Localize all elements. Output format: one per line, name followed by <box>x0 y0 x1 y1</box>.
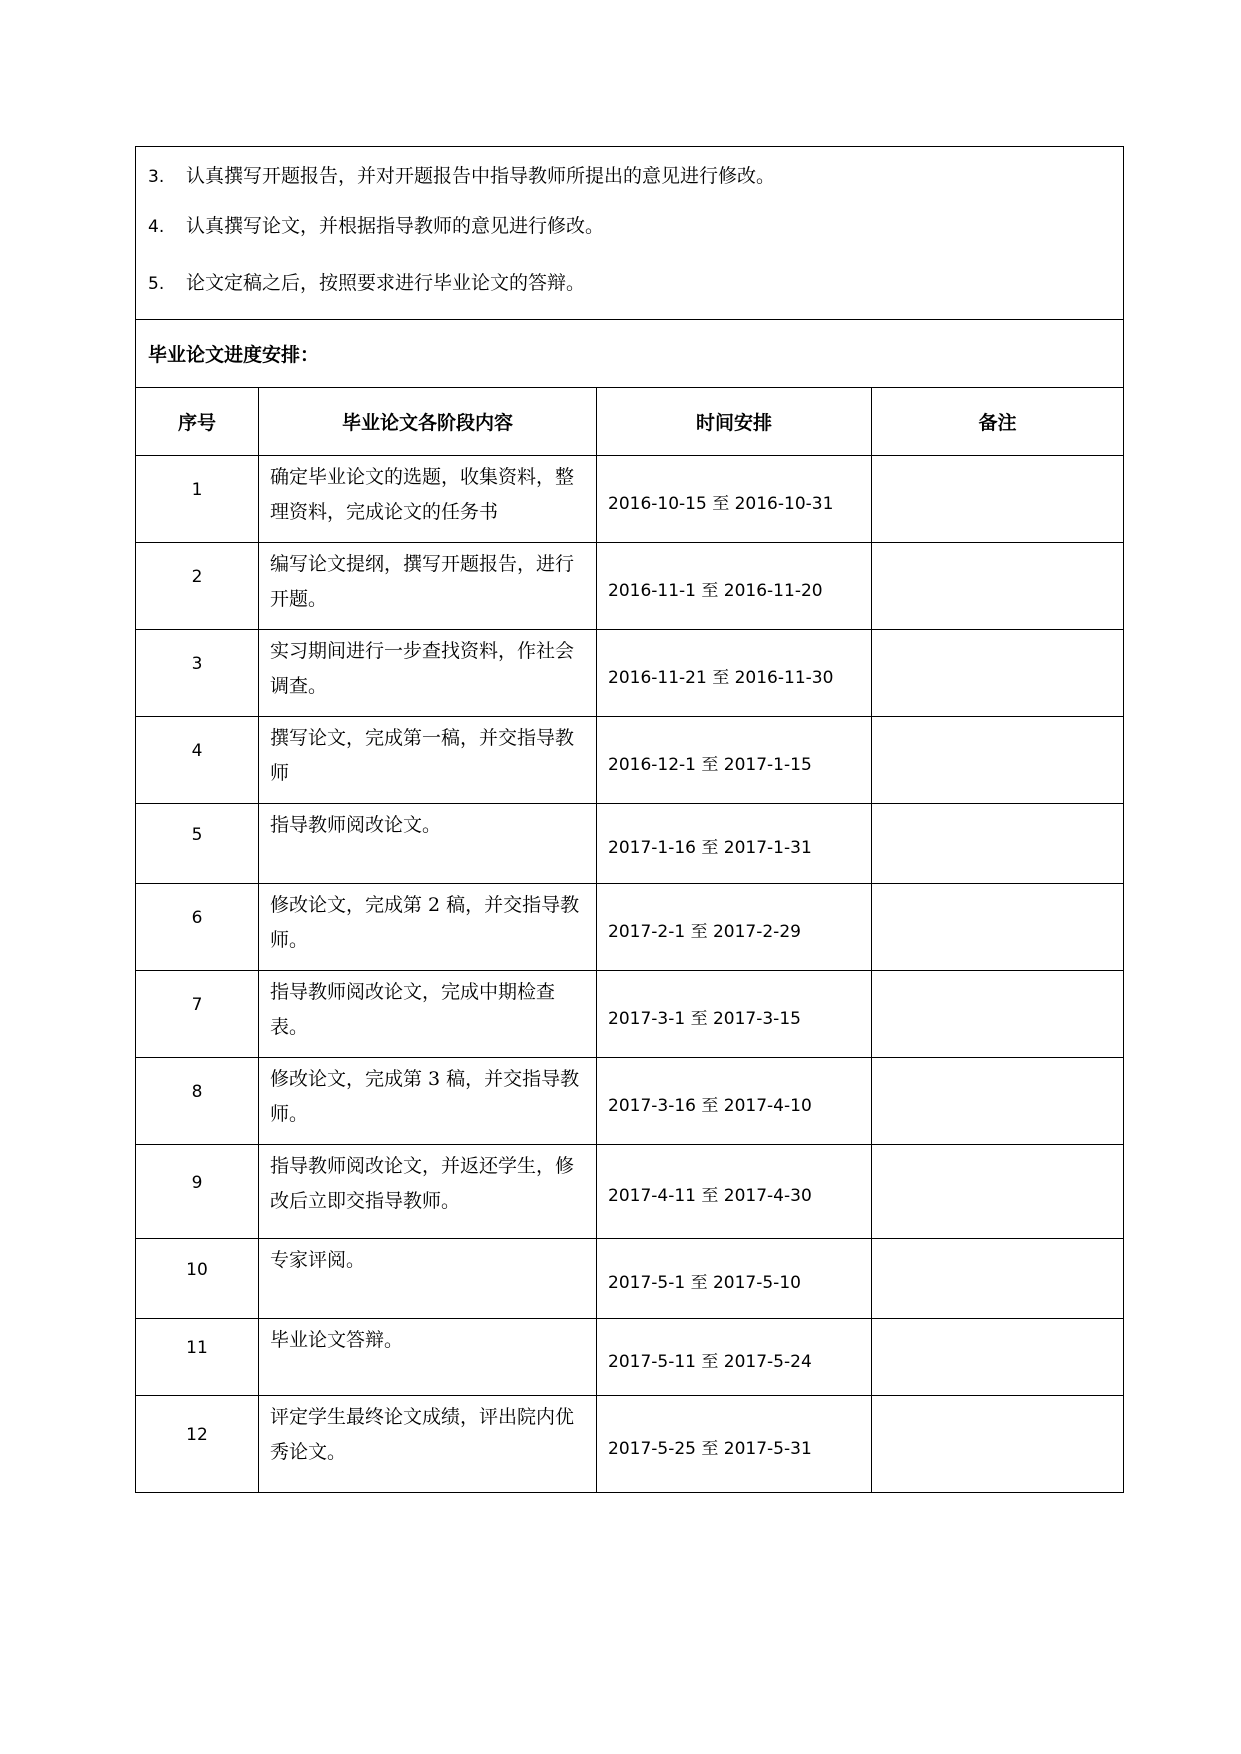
table-row <box>136 804 1124 884</box>
row-content-text: 专家评阅。 <box>270 1249 366 1271</box>
row-time-text: 2017-2-1 至 2017-2-29 <box>608 921 801 942</box>
row-content <box>259 1058 597 1145</box>
row-content <box>259 543 597 630</box>
row-content <box>259 1396 597 1493</box>
row-index <box>136 456 259 543</box>
row-note <box>872 971 1124 1058</box>
row-note <box>872 884 1124 971</box>
row-time <box>597 1396 872 1493</box>
row-time <box>597 884 872 971</box>
row-note <box>872 1058 1124 1145</box>
row-content-text: 指导教师阅改论文，完成中期检查表。 <box>270 981 556 1038</box>
row-index-text: 6 <box>191 908 203 928</box>
table-row <box>136 630 1124 717</box>
row-note <box>872 1239 1124 1319</box>
row-time <box>597 456 872 543</box>
row-content-text: 实习期间进行一步查找资料，作社会调查。 <box>270 640 575 697</box>
requirement-item <box>148 198 1123 255</box>
table-row <box>136 1058 1124 1145</box>
row-time-text: 2017-5-1 至 2017-5-10 <box>608 1273 801 1293</box>
row-index <box>136 543 259 630</box>
requirement-number: 5. <box>148 274 165 294</box>
table-row <box>136 1396 1124 1493</box>
row-index <box>136 1145 259 1239</box>
row-content <box>259 1239 597 1319</box>
row-index-text: 9 <box>191 1172 203 1193</box>
requirement-item <box>148 255 1123 312</box>
row-time-text: 2017-3-1 至 2017-3-15 <box>608 1008 801 1029</box>
row-note <box>872 630 1124 717</box>
table-row <box>136 1239 1124 1319</box>
row-content-text: 指导教师阅改论文。 <box>270 814 442 836</box>
row-content-text: 指导教师阅改论文，并返还学生，修改后立即交指导教师。 <box>270 1155 575 1212</box>
requirement-item <box>148 154 1123 198</box>
row-index <box>136 971 259 1058</box>
row-time-text: 2016-12-1 至 2017-1-15 <box>608 754 812 775</box>
row-index <box>136 1239 259 1319</box>
row-content <box>259 1145 597 1239</box>
row-content-text: 评定学生最终论文成绩，评出院内优秀论文。 <box>270 1406 575 1463</box>
row-note <box>872 1145 1124 1239</box>
row-note <box>872 717 1124 804</box>
row-content-text: 修改论文，完成第 2 稿，并交指导教师。 <box>270 894 580 951</box>
row-time <box>597 717 872 804</box>
row-index <box>136 1058 259 1145</box>
row-content <box>259 804 597 884</box>
header-note: 备注 <box>872 388 1124 456</box>
requirement-text: 论文定稿之后，按照要求进行毕业论文的答辩。 <box>186 272 586 294</box>
requirement-number: 3. <box>148 167 165 187</box>
header-time: 时间安排 <box>597 388 872 456</box>
row-index-text: 7 <box>191 995 203 1015</box>
row-index-text: 1 <box>191 480 203 500</box>
row-time <box>597 543 872 630</box>
row-index <box>136 717 259 804</box>
row-time-text: 2017-4-11 至 2017-4-30 <box>608 1186 812 1206</box>
row-note <box>872 543 1124 630</box>
row-time <box>597 1239 872 1319</box>
row-time <box>597 1319 872 1396</box>
row-content <box>259 971 597 1058</box>
row-content-text: 确定毕业论文的选题，收集资料，整理资料，完成论文的任务书 <box>270 466 575 523</box>
table-row <box>136 456 1124 543</box>
row-index-text: 10 <box>186 1259 208 1280</box>
row-time-text: 2016-10-15 至 2016-10-31 <box>608 493 834 514</box>
row-index <box>136 630 259 717</box>
row-content <box>259 884 597 971</box>
row-content <box>259 717 597 804</box>
table-row <box>136 717 1124 804</box>
row-index <box>136 1396 259 1493</box>
row-time <box>597 971 872 1058</box>
row-note <box>872 804 1124 884</box>
row-time-text: 2017-5-11 至 2017-5-24 <box>608 1351 812 1372</box>
requirements-row <box>136 147 1124 320</box>
row-index-text: 11 <box>186 1338 208 1358</box>
row-time-text: 2016-11-21 至 2016-11-30 <box>608 667 834 688</box>
row-note <box>872 1396 1124 1493</box>
row-index-text: 2 <box>191 567 203 587</box>
row-content-text: 撰写论文，完成第一稿，并交指导教师 <box>270 727 575 784</box>
table-row <box>136 971 1124 1058</box>
row-content-text: 修改论文，完成第 3 稿，并交指导教师。 <box>270 1068 580 1125</box>
row-time <box>597 630 872 717</box>
row-time <box>597 1058 872 1145</box>
row-index <box>136 884 259 971</box>
table-row <box>136 1145 1124 1239</box>
requirement-text: 认真撰写论文，并根据指导教师的意见进行修改。 <box>186 215 605 237</box>
row-time-text: 2016-11-1 至 2016-11-20 <box>608 580 823 601</box>
row-content-text: 编写论文提纲，撰写开题报告，进行开题。 <box>270 553 575 610</box>
requirement-number: 4. <box>148 217 165 237</box>
row-index-text: 4 <box>191 741 203 761</box>
table-row <box>136 543 1124 630</box>
requirements-cell <box>136 147 1124 320</box>
row-content <box>259 1319 597 1396</box>
row-time-text: 2017-5-25 至 2017-5-31 <box>608 1438 812 1459</box>
table-header-row <box>136 388 1124 456</box>
row-time <box>597 1145 872 1239</box>
row-content <box>259 630 597 717</box>
thesis-schedule-table <box>135 146 1124 1493</box>
row-content-text: 毕业论文答辩。 <box>270 1329 404 1351</box>
row-index-text: 3 <box>191 654 203 674</box>
row-index <box>136 1319 259 1396</box>
row-time-text: 2017-3-16 至 2017-4-10 <box>608 1095 812 1116</box>
row-index-text: 5 <box>191 824 203 845</box>
table-row <box>136 884 1124 971</box>
row-note <box>872 456 1124 543</box>
row-index <box>136 804 259 884</box>
header-index: 序号 <box>136 388 259 456</box>
schedule-title: 毕业论文进度安排： <box>136 320 1124 388</box>
row-content <box>259 456 597 543</box>
row-index-text: 12 <box>186 1425 208 1445</box>
row-time-text: 2017-1-16 至 2017-1-31 <box>608 838 812 858</box>
table-row <box>136 1319 1124 1396</box>
requirement-text: 认真撰写开题报告，并对开题报告中指导教师所提出的意见进行修改。 <box>186 165 776 187</box>
row-note <box>872 1319 1124 1396</box>
row-time <box>597 804 872 884</box>
row-index-text: 8 <box>191 1082 203 1102</box>
header-content: 毕业论文各阶段内容 <box>259 388 597 456</box>
document-page <box>135 146 1123 1493</box>
schedule-title-row <box>136 320 1124 388</box>
